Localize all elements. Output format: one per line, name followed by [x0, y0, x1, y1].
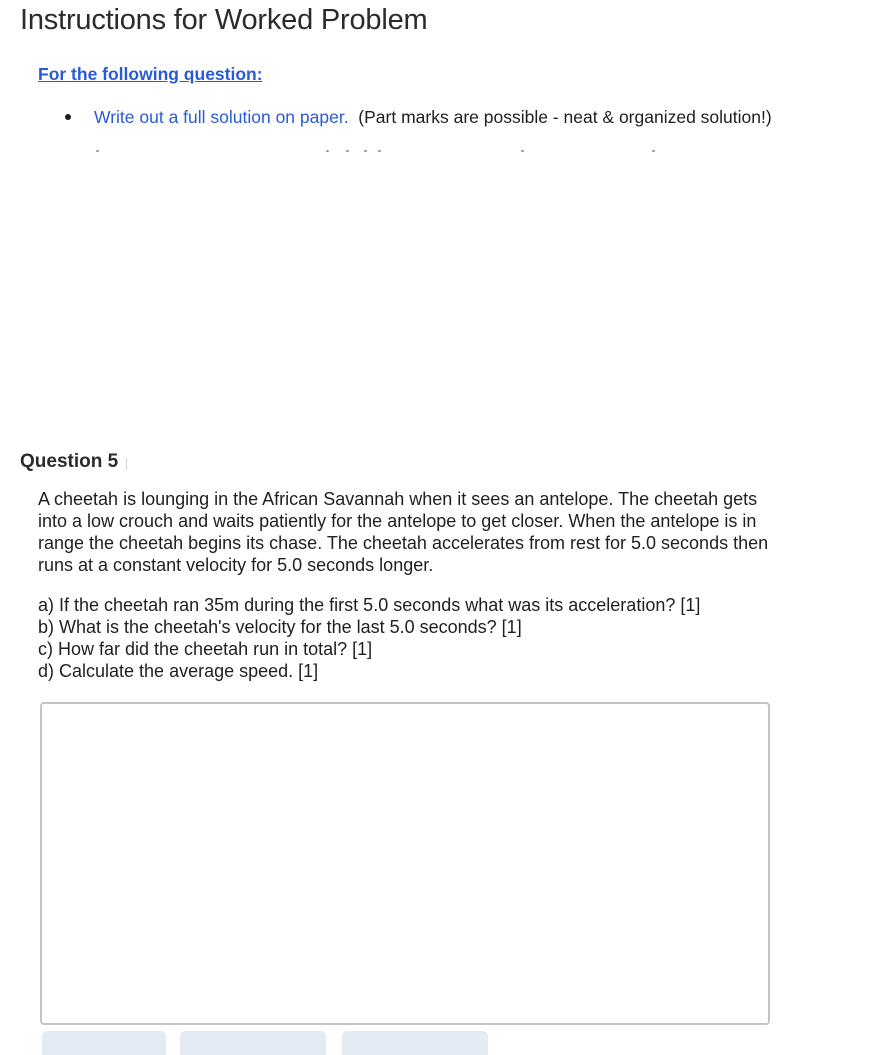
instruction-text: (Part marks are possible - neat & organized solution!) — [358, 107, 772, 127]
page-title: Instructions for Worked Problem — [20, 4, 428, 36]
question-part: c) How far did the cheetah run in total? [1] — [38, 639, 373, 659]
bullet-dot-icon — [65, 114, 71, 120]
instruction-link-text: Write out a full solution on paper. — [94, 107, 349, 127]
toolbar-button-3[interactable] — [342, 1031, 488, 1055]
question-part: b) What is the cheetah's velocity for the last 5.0 seconds? [1] — [38, 617, 522, 637]
question-title: Question 5 — [20, 451, 119, 472]
toolbar-button-2[interactable] — [180, 1031, 326, 1055]
question-part: d) Calculate the average speed. [1] — [38, 661, 319, 681]
question-body: A cheetah is lounging in the African Savannah when it sees an antelope. The cheetah gets into a low crouch and waits patiently for the antelope to get closer. When the antelope is in range the cheetah begins its chase. The cheetah accelerates from rest for 5.0 seconds then runs at a constant velocity for 5.0 seconds longer. — [38, 489, 769, 575]
instruction-bullet — [94, 106, 784, 128]
question-part: a) If the cheetah ran 35m during the first 5.0 seconds what was its acceleration? [1] — [38, 595, 701, 615]
question-parts — [38, 594, 778, 682]
answer-text-area[interactable] — [40, 702, 770, 1025]
instructions-heading: For the following question: — [38, 64, 263, 84]
clipped-text-trace — [96, 150, 656, 154]
instructions-list — [94, 106, 784, 128]
question-marker — [126, 458, 127, 470]
toolbar-button-1[interactable] — [42, 1031, 166, 1055]
